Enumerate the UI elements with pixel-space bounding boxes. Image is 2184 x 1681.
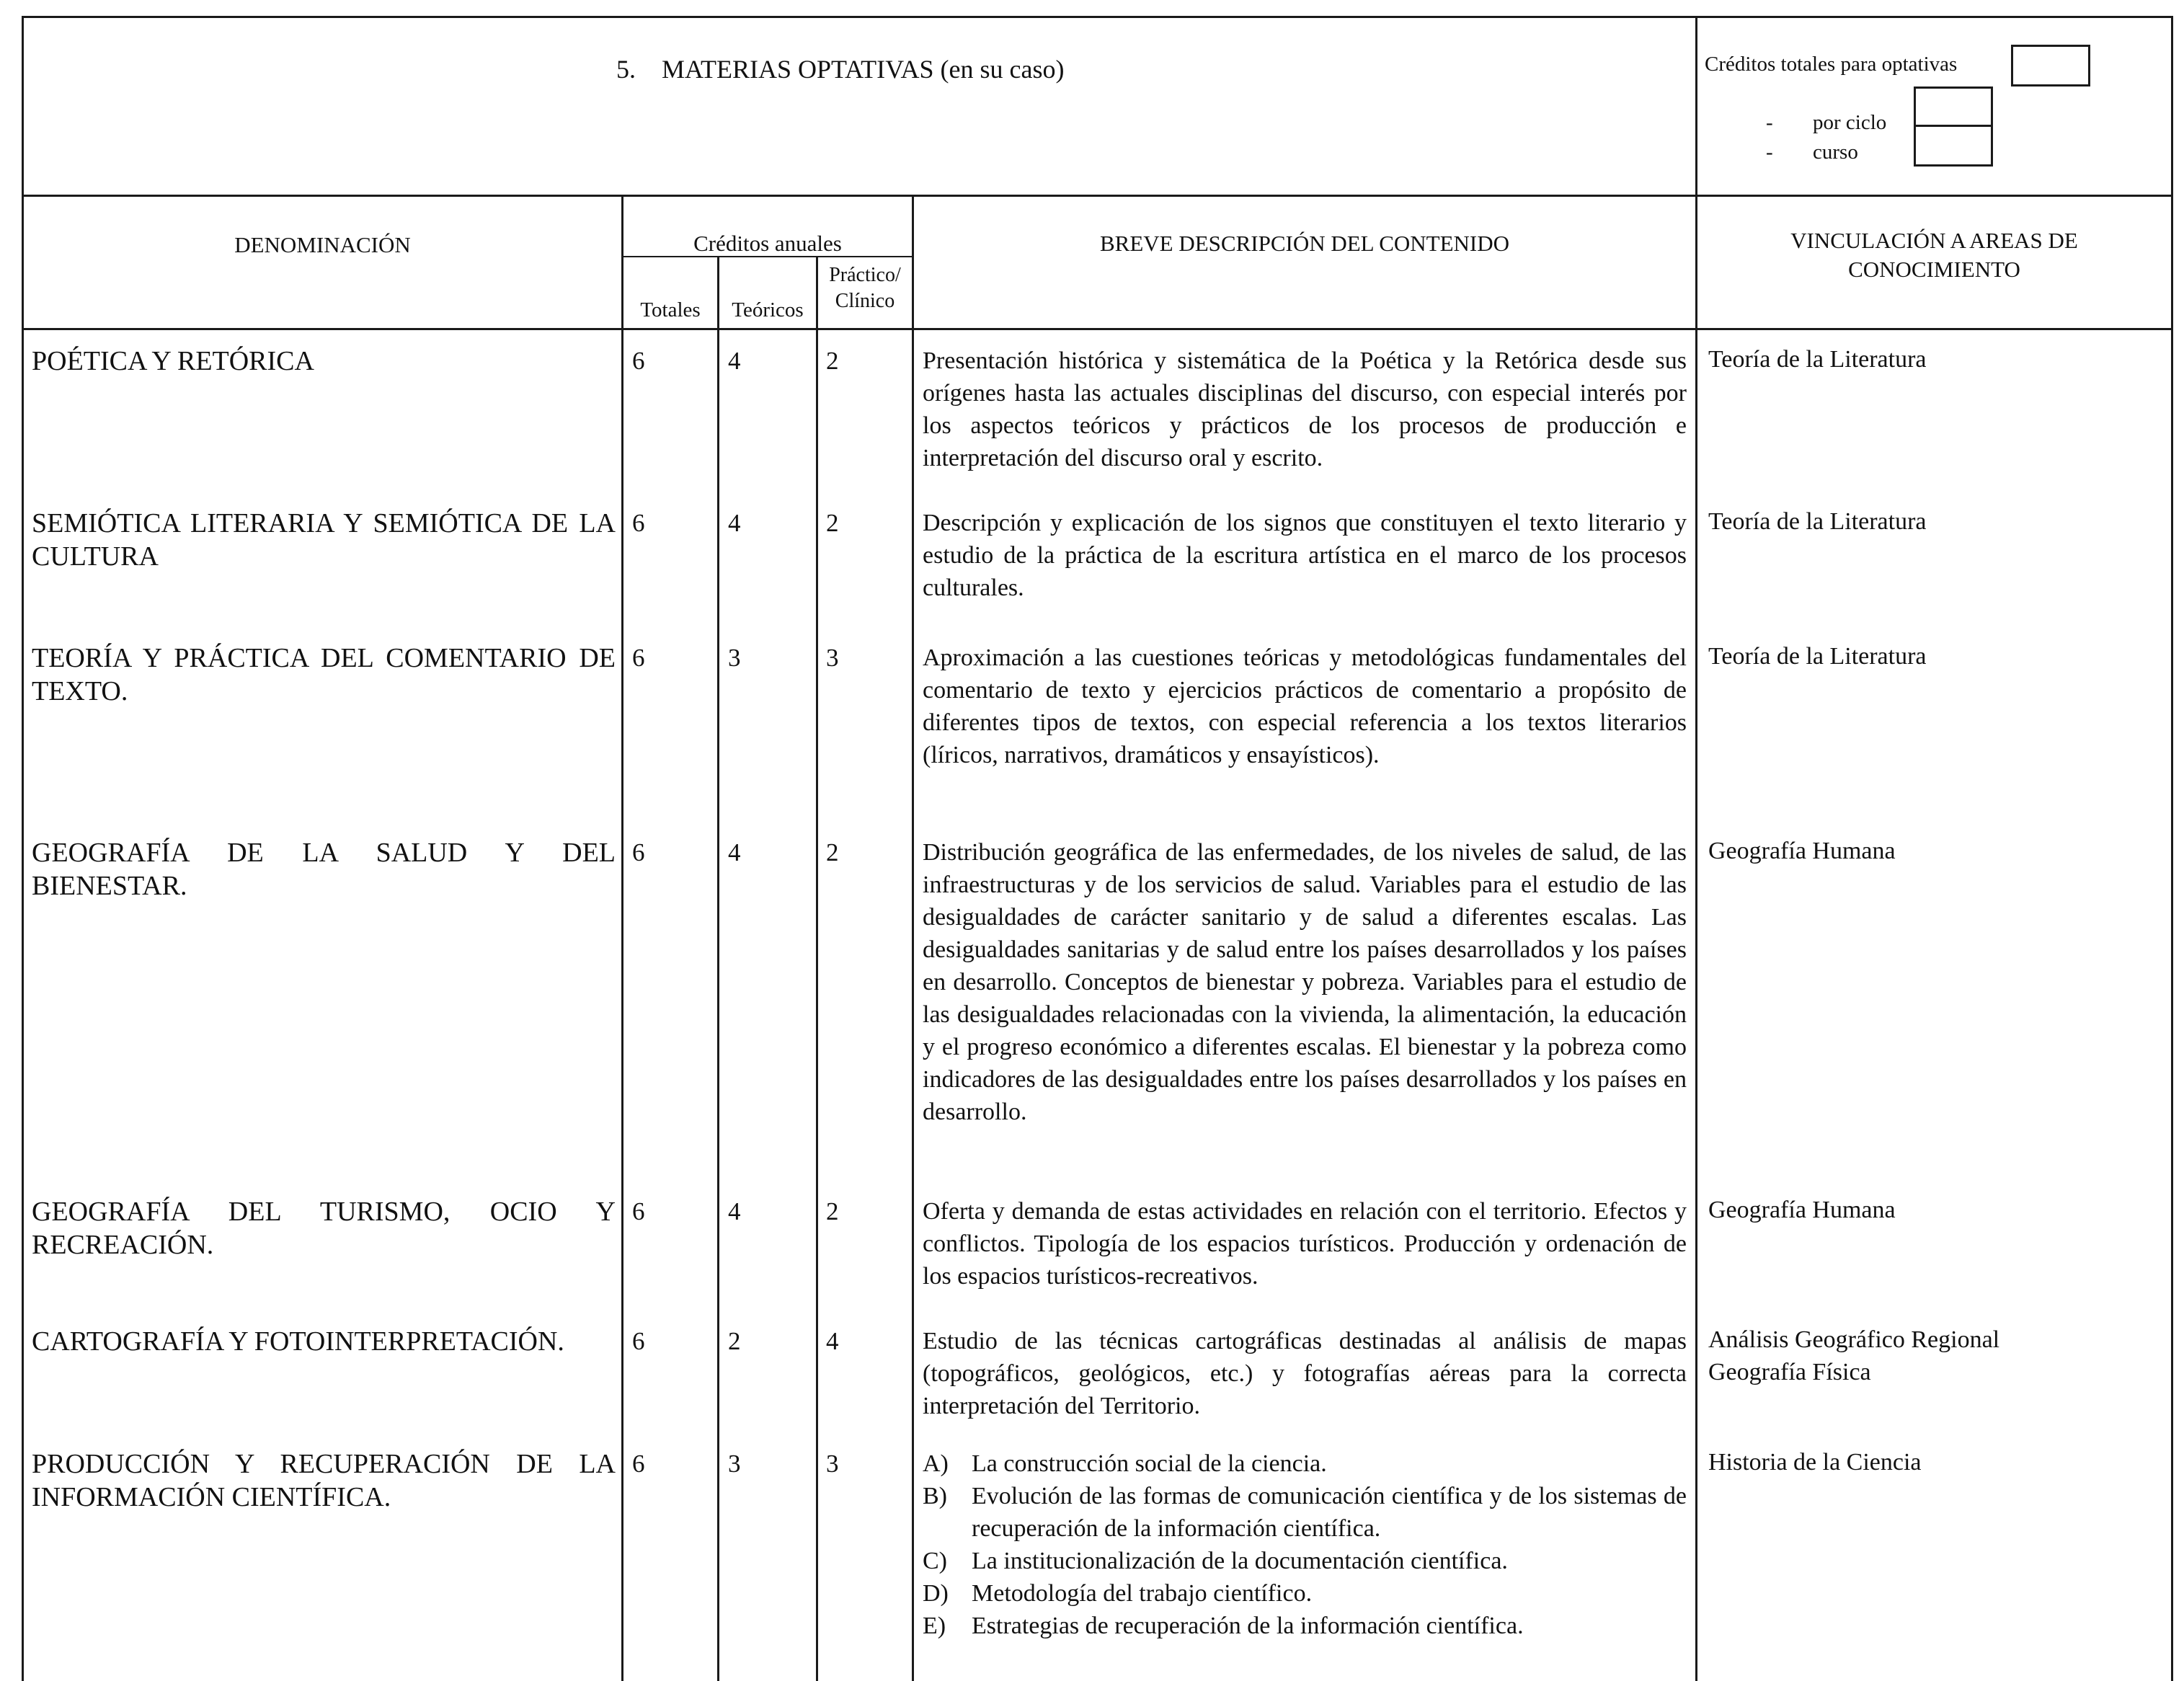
subject-description: Descripción y explicación de los signos que constituyen el texto literario y estudio de la práctica de la escritura artística en el marco de los procesos culturales.: [923, 510, 1687, 601]
header-denominacion: DENOMINACIÓN: [234, 232, 411, 257]
header-teoricos: Teóricos: [732, 298, 804, 321]
knowledge-area-1: Análisis Geográfico Regional: [1708, 1326, 2000, 1353]
section-number: 5.: [616, 55, 636, 84]
subject-name: PRODUCCIÓN Y RECUPERACIÓN DE LA INFORMACIÓN CIENTÍFICA.: [32, 1449, 616, 1512]
subject-description-list: [923, 1447, 1687, 1642]
knowledge-area: Teoría de la Literatura: [1708, 643, 1927, 670]
subject-description: Distribución geográfica de las enfermedades, de los niveles de salud, de las infraestructuras y de los servicios de salud. Variables para el estudio de las desigualdades de carácter sanitario y de salud a diferentes escalas. Las desigualdades sanitarias y de salud entre los países desarrollados y los países en desarrollo. Conceptos de bienestar y pobreza. Variables para el estudio de las desigualdades relacionadas con la vivienda, la alimentación, la educación y el progreso económico a diferentes escalas. El bienestar y la pobreza como indicadores de las desigualdades entre los países desarrollados y los países en desarrollo.: [923, 839, 1687, 1125]
subject-name: SEMIÓTICA LITERARIA Y SEMIÓTICA DE LA CULTURA: [32, 508, 616, 572]
knowledge-area: Geografía Humana: [1708, 1197, 1896, 1223]
credits-totales: 6: [632, 509, 645, 537]
credits-teoricos: 4: [728, 1197, 741, 1225]
credits-teoricos: 3: [728, 644, 741, 672]
knowledge-area: [1708, 1323, 2155, 1388]
credits-practicos: 2: [826, 838, 839, 866]
credits-totales: 6: [632, 1197, 645, 1225]
knowledge-area-2: Geografía Física: [1708, 1359, 1871, 1385]
subject-description: Estudio de las técnicas cartográficas destinadas al análisis de mapas (topográficos, geológicos, etc.) y fotografías aéreas para la correcta interpretación del Territorio.: [923, 1328, 1687, 1419]
list-item: [923, 1545, 1687, 1577]
subject-name: GEOGRAFÍA DE LA SALUD Y DEL BIENESTAR.: [32, 838, 616, 901]
per-cycle-dash: -: [1766, 111, 1773, 134]
header-vinculacion: [1697, 226, 2171, 284]
knowledge-area: Historia de la Ciencia: [1708, 1449, 1922, 1476]
list-item-letter: C): [923, 1548, 947, 1574]
header-divider-line: [22, 195, 2173, 197]
credits-totales: 6: [632, 644, 645, 672]
list-item: [923, 1447, 1687, 1480]
credits-totales: 6: [632, 838, 645, 866]
frame-right-border: [2171, 16, 2173, 1681]
course-label: curso: [1813, 141, 1858, 164]
section-title: [616, 53, 1064, 85]
list-item-letter: D): [923, 1580, 949, 1607]
course-dash: -: [1766, 141, 1773, 164]
credits-totales: 6: [632, 347, 645, 375]
credits-practicos: 3: [826, 1450, 839, 1478]
credits-practicos: 2: [826, 347, 839, 375]
credits-teoricos: 2: [728, 1327, 741, 1355]
credits-practicos: 4: [826, 1327, 839, 1355]
list-item: [923, 1577, 1687, 1610]
list-item-text: La institucionalización de la documentación científica.: [972, 1548, 1508, 1574]
header-descripcion: BREVE DESCRIPCIÓN DEL CONTENIDO: [1099, 231, 1510, 256]
column-separator-creditos: [621, 196, 623, 1681]
course-box: [1914, 125, 1993, 167]
list-item: [923, 1480, 1687, 1545]
header-vinculacion-line2: CONOCIMIENTO: [1848, 257, 2020, 282]
subject-name: CARTOGRAFÍA Y FOTOINTERPRETACIÓN.: [32, 1326, 564, 1357]
credits-total-label: Créditos totales para optativas: [1705, 53, 1958, 76]
credits-teoricos: 4: [728, 509, 741, 537]
column-header-divider-line: [22, 328, 2173, 330]
knowledge-area: Geografía Humana: [1708, 838, 1896, 864]
list-item: [923, 1610, 1687, 1642]
header-practico-line1: Práctico/: [829, 264, 901, 286]
header-totales: Totales: [640, 298, 701, 321]
credits-teoricos: 4: [728, 838, 741, 866]
column-separator-practicos: [816, 257, 818, 1681]
subject-name: GEOGRAFÍA DEL TURISMO, OCIO Y RECREACIÓN.: [32, 1197, 616, 1260]
credits-teoricos: 3: [728, 1450, 741, 1478]
per-cycle-label: por ciclo: [1813, 111, 1887, 134]
subject-description: Presentación histórica y sistemática de la Poética y la Retórica desde sus orígenes hasta las actuales disciplinas del discurso, con especial interés por los aspectos teóricos y prácticos de los procesos de producción e interpretación del discurso oral y escrito.: [923, 347, 1687, 471]
credits-practicos: 2: [826, 1197, 839, 1225]
credits-totales: 6: [632, 1327, 645, 1355]
header-practico-line2: Clínico: [835, 290, 895, 312]
column-separator-descripcion: [912, 196, 914, 1681]
subject-description: Aproximación a las cuestiones teóricas y metodológicas fundamentales del comentario de texto y ejercicios prácticos de comentario a propósito de diferentes tipos de textos, con especial referencia a los textos literarios (líricos, narrativos, dramáticos y ensayísticos).: [923, 644, 1687, 768]
subject-description: Oferta y demanda de estas actividades en relación con el territorio. Efectos y conflictos. Tipología de los espacios turísticos. Producción y ordenación de los espacios turísticos-recreativos.: [923, 1198, 1687, 1290]
header-creditos-anuales: Créditos anuales: [693, 231, 842, 256]
knowledge-area: Teoría de la Literatura: [1708, 508, 1927, 535]
list-item-letter: A): [923, 1450, 949, 1477]
list-item-text: Estrategias de recuperación de la información científica.: [972, 1613, 1524, 1639]
subject-name: TEORÍA Y PRÁCTICA DEL COMENTARIO DE TEXTO.: [32, 643, 616, 706]
credits-practicos: 2: [826, 509, 839, 537]
subject-name: POÉTICA Y RETÓRICA: [32, 346, 314, 376]
column-separator-teoricos: [717, 257, 719, 1681]
credits-totales: 6: [632, 1450, 645, 1478]
list-item-text: Evolución de las formas de comunicación científica y de los sistemas de recuperación de la información científica.: [972, 1483, 1687, 1542]
credits-teoricos: 4: [728, 347, 741, 375]
frame-left-border: [22, 16, 24, 1681]
list-item-letter: B): [923, 1483, 947, 1509]
list-item-letter: E): [923, 1613, 946, 1639]
list-item-text: Metodología del trabajo científico.: [972, 1580, 1313, 1607]
knowledge-area: Teoría de la Literatura: [1708, 346, 1927, 373]
credits-practicos: 3: [826, 644, 839, 672]
frame-top-border: [22, 16, 2173, 18]
section-title-text: MATERIAS OPTATIVAS (en su caso): [662, 55, 1065, 84]
list-item-text: La construcción social de la ciencia.: [972, 1450, 1327, 1477]
credits-total-box: [2011, 45, 2090, 87]
per-cycle-box: [1914, 87, 1993, 127]
header-practico: [818, 262, 912, 314]
header-vinculacion-line1: VINCULACIÓN A AREAS DE: [1790, 228, 2078, 253]
